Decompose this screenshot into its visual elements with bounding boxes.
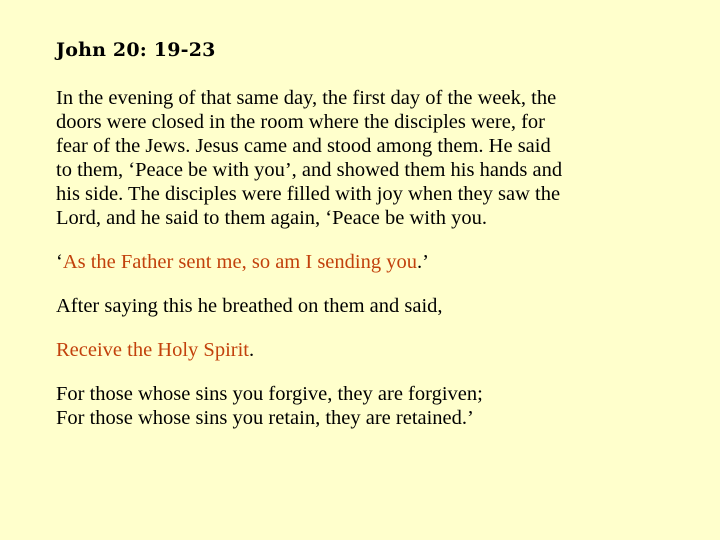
text-line: to them, ‘Peace be with you’, and showed them his hands and	[56, 159, 563, 181]
text-line: doors were closed in the room where the disciples were, for	[56, 111, 545, 133]
breathed-paragraph: After saying this he breathed on them and said,	[56, 295, 443, 317]
text-line: In the evening of that same day, the first day of the week, the	[56, 87, 557, 109]
text-line: his side. The disciples were filled with joy when they saw the	[56, 183, 561, 205]
sending-quote-paragraph	[56, 250, 696, 274]
slide-content	[56, 36, 696, 450]
text-line: For those whose sins you forgive, they are forgiven;	[56, 383, 483, 405]
closing-punctuation: .	[249, 339, 255, 361]
text-line: For those whose sins you retain, they are retained.’	[56, 407, 474, 429]
open-quote: ‘	[56, 251, 63, 273]
holy-spirit-paragraph	[56, 338, 696, 362]
highlighted-quote: Receive the Holy Spirit	[56, 339, 249, 361]
highlighted-quote: As the Father sent me, so am I sending you	[62, 251, 417, 273]
closing-punctuation: .’	[416, 251, 429, 273]
text-line: Lord, and he said to them again, ‘Peace be with you.	[56, 207, 487, 229]
text-line: fear of the Jews. Jesus came and stood among them. He said	[56, 135, 551, 157]
forgiveness-paragraph	[56, 382, 696, 430]
passage-title: John 20: 19-23	[56, 39, 216, 61]
narrative-paragraph	[56, 86, 696, 230]
